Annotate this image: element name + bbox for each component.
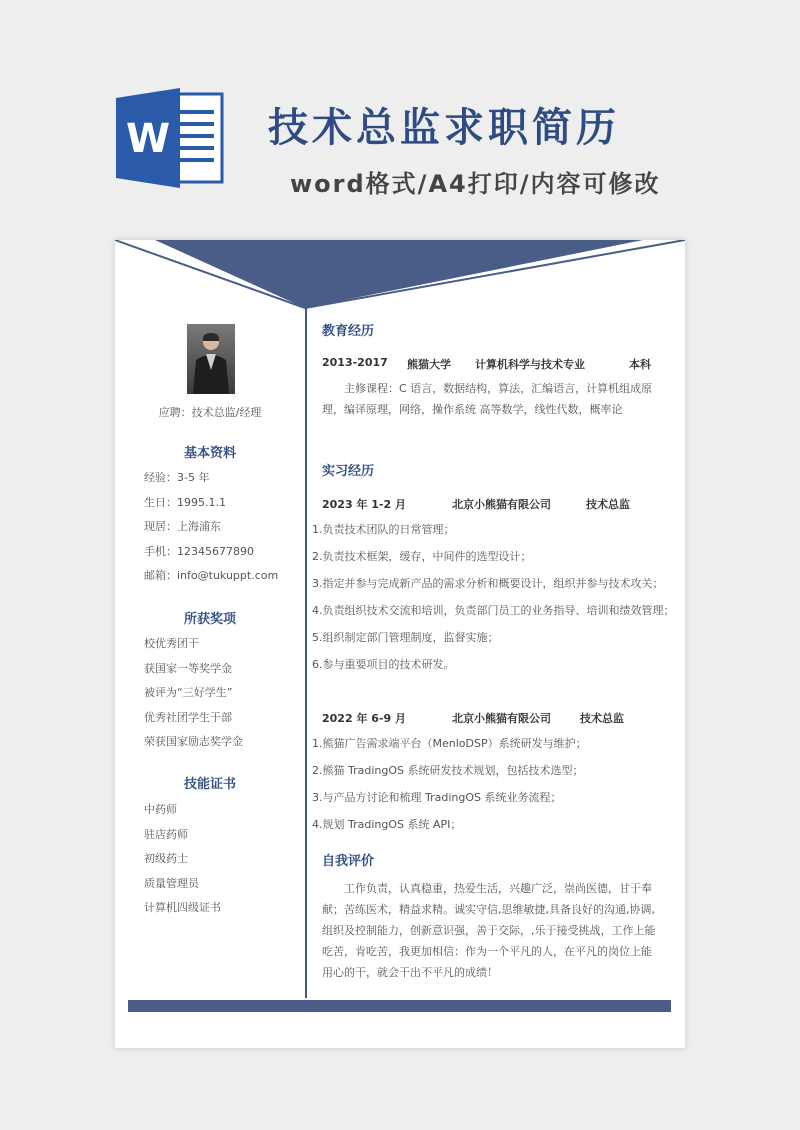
education-school: 熊猫大学 <box>407 358 451 371</box>
word-icon-letter: W <box>125 116 171 162</box>
job-period: 2022 年 6-9 月 <box>322 712 406 725</box>
resume-paper <box>115 240 685 1048</box>
list-item: 初级药士 <box>144 852 188 865</box>
job-role: 技术总监 <box>586 498 630 511</box>
list-item: 3.指定并参与完成新产品的需求分析和概要设计，组织并参与技术攻关； <box>312 577 664 590</box>
basic-info-list <box>144 466 278 589</box>
page-title: 技术总监求职简历 <box>268 105 620 151</box>
list-item: 中药师 <box>144 803 177 816</box>
list-item: 手机：12345677890 <box>144 544 254 558</box>
awards-title: 所获奖项 <box>183 612 236 627</box>
self-eval-title: 自我评价 <box>322 854 375 869</box>
apply-position: 应聘：技术总监/经理 <box>158 406 262 419</box>
education-major: 计算机科学与技术专业 <box>475 358 585 371</box>
list-item: 质量管理员 <box>144 876 199 890</box>
job-period: 2023 年 1-2 月 <box>322 498 406 511</box>
education-title: 教育经历 <box>322 324 375 339</box>
list-item: 计算机四级证书 <box>144 901 221 914</box>
word-doc-icon <box>116 86 226 190</box>
basic-info-title: 基本资料 <box>183 446 236 461</box>
list-item: 现居：上海浦东 <box>144 520 221 533</box>
list-item: 生日：1995.1.1 <box>144 495 226 509</box>
list-item: 荣获国家励志奖学金 <box>144 735 243 748</box>
list-item: 被评为“三好学生” <box>144 686 233 699</box>
list-item: 2.熊猫 TradingOS 系统研发技术规划，包括技术选型； <box>312 764 584 777</box>
list-item: 6.参与重要项目的技术研发。 <box>312 658 455 671</box>
skills-list <box>144 798 221 921</box>
job-company: 北京小熊猫有限公司 <box>452 498 551 511</box>
list-item: 优秀社团学生干部 <box>144 710 232 724</box>
education-period: 2013-2017 <box>322 356 388 369</box>
list-item: 4.规划 TradingOS 系统 API； <box>312 818 462 831</box>
list-item: 4.负责组织技术交流和培训，负责部门员工的业务指导、培训和绩效管理； <box>312 604 675 617</box>
job-duties <box>312 730 587 838</box>
list-item: 1.熊猫广告需求端平台（MenloDSP）系统研发与维护； <box>312 737 587 750</box>
education-degree: 本科 <box>629 358 651 371</box>
education-desc: 主修课程：C 语言，数据结构，算法，汇编语言，计算机组成原理，编译原理，网络，操作系统 高等数学，线性代数，概率论 <box>322 382 653 416</box>
footer-band <box>128 1000 671 1012</box>
list-item: 驻店药师 <box>144 827 188 841</box>
list-item: 1.负责技术团队的日常管理； <box>312 523 455 536</box>
list-item: 校优秀团干 <box>144 637 199 650</box>
profile-photo <box>187 324 235 394</box>
list-item: 5.组织制定部门管理制度，监督实施； <box>312 631 499 644</box>
page-subtitle: word格式/A4打印/内容可修改 <box>290 170 661 198</box>
self-eval-text: 工作负责，认真稳重，热爱生活，兴趣广泛，崇尚医德，甘于奉献；苦练医术，精益求精。诚实守信,思维敏捷,具备良好的沟通,协调,组织及控制能力，创新意识强，善于交际，,乐于接受挑战，工作上能吃苦，肯吃苦，我更加相信：作为一个平凡的人，在平凡的岗位上能用心的干，就会干出不平凡的成绩！ <box>322 882 656 979</box>
list-item: 经验：3-5 年 <box>144 471 210 484</box>
job-company: 北京小熊猫有限公司 <box>452 712 551 725</box>
job-duties <box>312 516 675 678</box>
internship-title: 实习经历 <box>322 464 375 479</box>
email-item[interactable]: 邮箱：info@tukuppt.com <box>144 569 279 582</box>
job-role: 技术总监 <box>580 712 624 725</box>
column-divider <box>305 308 307 998</box>
list-item: 2.负责技术框架，缓存，中间件的选型设计； <box>312 550 532 563</box>
list-item: 3.与产品方讨论和梳理 TradingOS 系统业务流程； <box>312 791 562 804</box>
skills-title: 技能证书 <box>183 777 236 792</box>
list-item: 获国家一等奖学金 <box>144 661 232 675</box>
awards-list <box>144 632 243 755</box>
